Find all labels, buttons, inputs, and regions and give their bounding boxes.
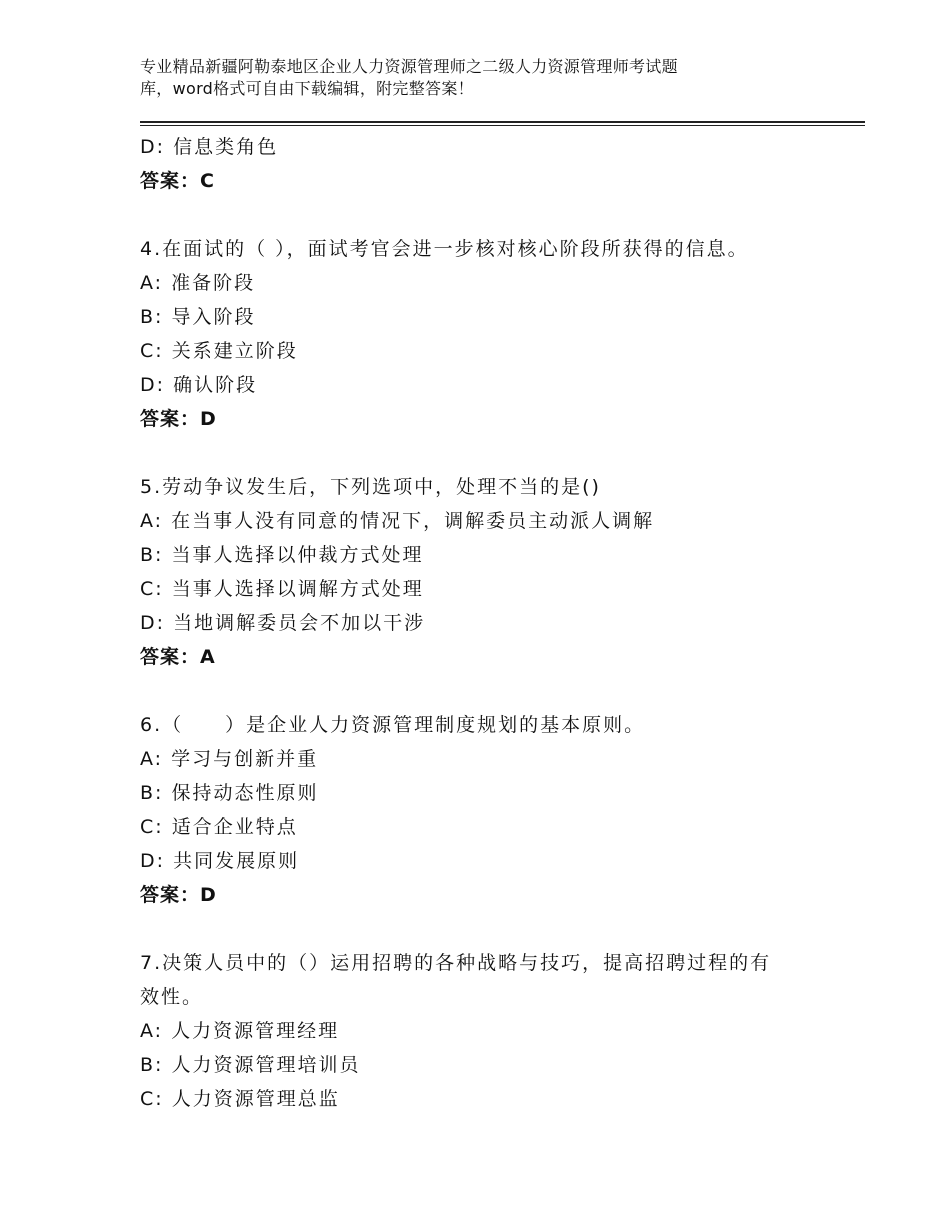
spacer (140, 198, 830, 232)
q4-option-c: C: 关系建立阶段 (140, 340, 298, 362)
q7-question-line-1: 7.决策人员中的（）运用招聘的各种战略与技巧，提高招聘过程的有 (140, 952, 772, 974)
q6-option-c: C: 适合企业特点 (140, 816, 298, 838)
q5-option-b: B: 当事人选择以仲裁方式处理 (140, 544, 424, 566)
q7-option-a: A: 人力资源管理经理 (140, 1020, 340, 1042)
q7-question-line-2: 效性。 (140, 986, 204, 1008)
q6-question: 6.（ ）是企业人力资源管理制度规划的基本原则。 (140, 714, 646, 736)
q6-option-a: A: 学习与创新并重 (140, 748, 319, 770)
header-title-line-2: 库，word格式可自由下载编辑，附完整答案！ (140, 79, 474, 98)
q5-question: 5.劳动争议发生后，下列选项中，处理不当的是() (140, 476, 601, 498)
q6-option-b: B: 保持动态性原则 (140, 782, 319, 804)
q5-answer: 答案：A (140, 646, 216, 668)
document-header (140, 56, 780, 100)
q7-option-c: C: 人力资源管理总监 (140, 1088, 340, 1110)
q6-option-d: D: 共同发展原则 (140, 850, 300, 872)
header-divider-thick (140, 121, 865, 123)
q4-answer: 答案：D (140, 408, 217, 430)
q5-option-d: D: 当地调解委员会不加以干涉 (140, 612, 426, 634)
q5-option-c: C: 当事人选择以调解方式处理 (140, 578, 424, 600)
q3-answer: 答案：C (140, 170, 215, 192)
spacer (140, 436, 830, 470)
document-body (140, 130, 830, 1116)
q4-option-b: B: 导入阶段 (140, 306, 256, 328)
q4-question: 4.在面试的（ ），面试考官会进一步核对核心阶段所获得的信息。 (140, 238, 749, 260)
q6-answer: 答案：D (140, 884, 217, 906)
spacer (140, 912, 830, 946)
header-title-line-1: 专业精品新疆阿勒泰地区企业人力资源管理师之二级人力资源管理师考试题 (140, 57, 678, 76)
header-divider-thin (140, 125, 865, 126)
q5-option-a: A: 在当事人没有同意的情况下，调解委员主动派人调解 (140, 510, 655, 532)
spacer (140, 674, 830, 708)
q3-option-d: D: 信息类角色 (140, 136, 279, 158)
q4-option-d: D: 确认阶段 (140, 374, 258, 396)
q4-option-a: A: 准备阶段 (140, 272, 256, 294)
q7-option-b: B: 人力资源管理培训员 (140, 1054, 361, 1076)
